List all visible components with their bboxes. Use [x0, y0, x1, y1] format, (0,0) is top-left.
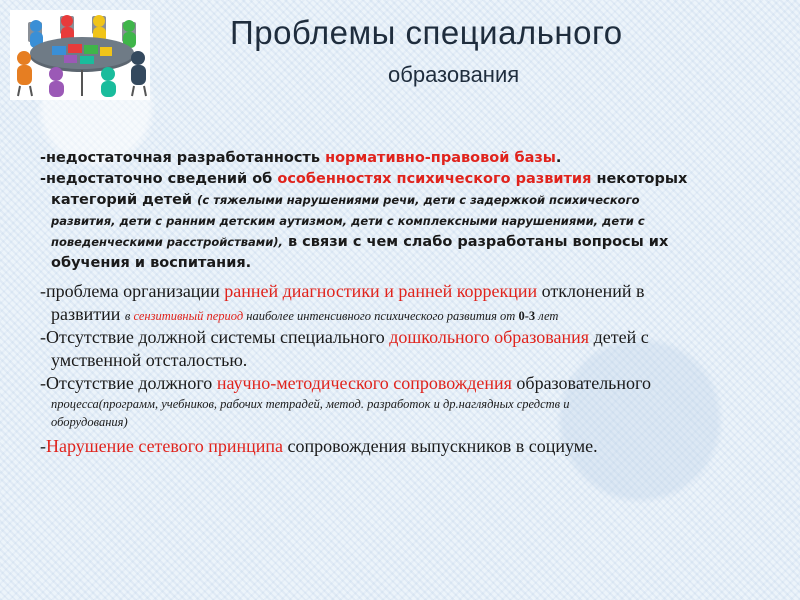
problem-list: [40, 148, 785, 458]
highlight: сензитивный период: [133, 309, 244, 323]
slide-subtitle: образования: [388, 62, 520, 87]
highlight: нормативно-правовой базы: [325, 150, 556, 166]
list-item: -Отсутствие должного научно-методического сопровождения образовательного процесса(программ, учебников, рабочих тетрадей, метод. разработок и др.наглядных средств и оборудования): [40, 373, 651, 429]
highlight: дошкольного образования: [389, 327, 590, 347]
list-item: -недостаточная разработанность нормативно-правовой базы.: [40, 150, 562, 166]
list-item: -Нарушение сетевого принципа сопровождения выпускников в социуме.: [40, 436, 598, 456]
list-item: -проблема организации ранней диагностики и ранней коррекции отклонений в развитии в сензитивный период наиболее интенсивного психического развития от 0-3 лет: [40, 281, 645, 324]
slide-title: Проблемы специального: [230, 14, 623, 51]
team-puzzle-table-clipart: [10, 10, 150, 100]
list-item: -недостаточно сведений об особенностях психического развития некоторых категорий детей (с тяжелыми нарушениями речи, дети с задержкой психического развития, дети с ранним детским аутизмом, дети с комплексными нарушениями, дети с поведенческими расстройствами), в связи с чем слабо разработаны вопросы их обучения и воспитания.: [40, 171, 688, 271]
highlight: научно-методического сопровождения: [216, 373, 512, 393]
highlight: Нарушение сетевого принципа: [46, 436, 284, 456]
highlight: особенностях психического развития: [277, 171, 592, 187]
highlight: ранней диагностики и ранней коррекции: [224, 281, 538, 301]
list-item: -Отсутствие должной системы специального дошкольного образования детей с умственной отсталостью.: [40, 327, 649, 370]
